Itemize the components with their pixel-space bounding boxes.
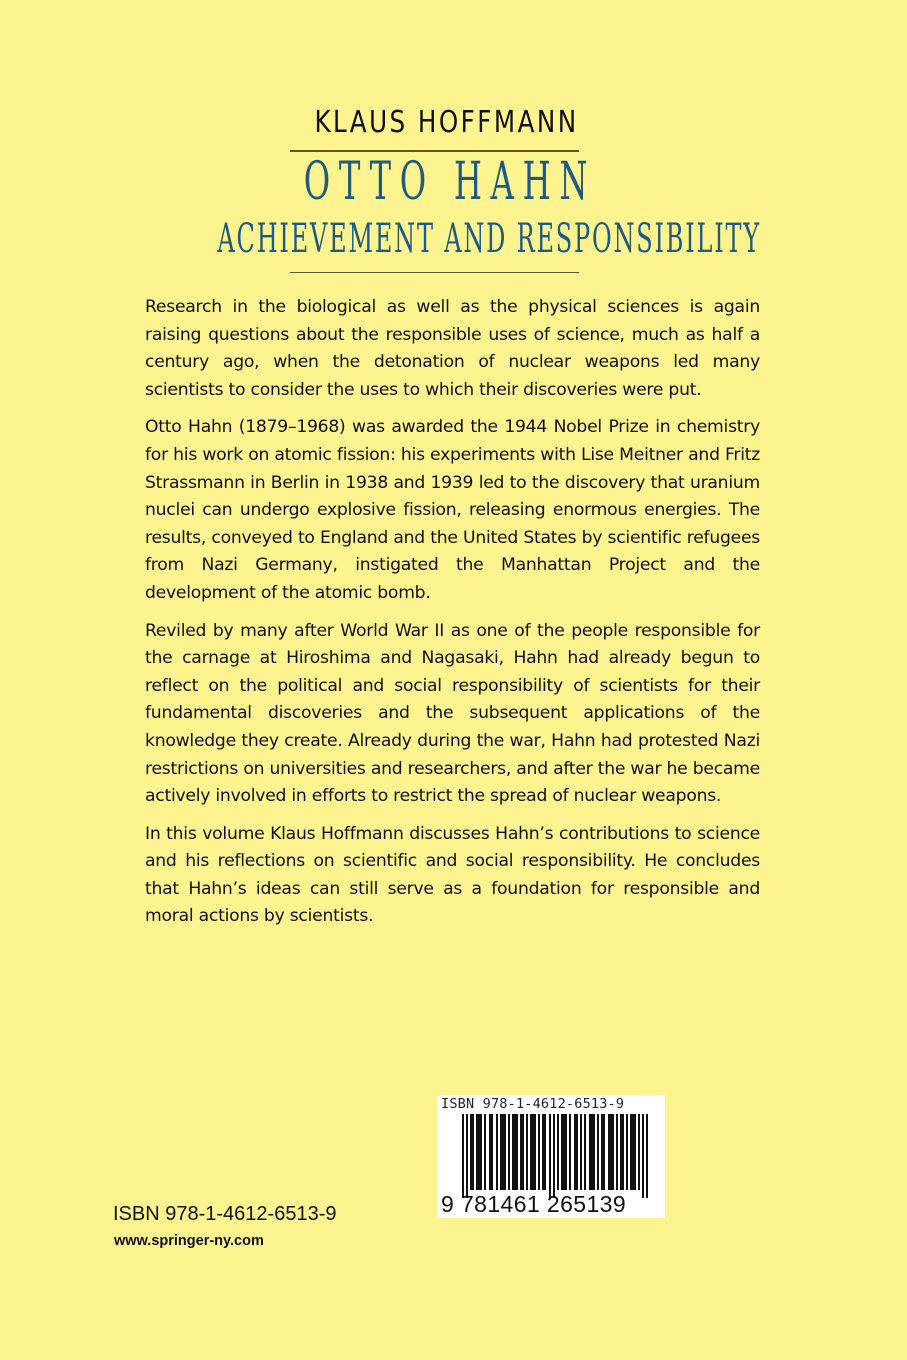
blurb-paragraph: Reviled by many after World War II as one of the people responsible for the carnage at Hiroshima and Nagasaki, Hahn had already begun to reflect on the political and social responsibility of scientists for their fundamental discoveries and the subsequent applications of the knowledge they create. Already during the war, Hahn had protested Nazi restrictions on universities and researchers, and after the war he became actively involved in efforts to restrict the spread of nuclear weapons. <box>145 620 760 807</box>
book-subtitle: ACHIEVEMENT AND RESPONSIBILITY <box>217 216 761 262</box>
blurb-paragraph: Research in the biological as well as the physical sciences is again raising questions about the responsible uses of science, much as half a century ago, when the detonation of nuclear weapons led many scientists to consider the uses to which their discoveries were put. <box>145 297 760 400</box>
footer-isbn: ISBN 978-1-4612-6513-9 <box>113 1203 337 1225</box>
barcode-isbn-label: ISBN 978-1-4612-6513-9 <box>441 1096 625 1112</box>
blurb-paragraph: Otto Hahn (1879–1968) was awarded the 1944 Nobel Prize in chemistry for his work on atomic fission: his experiments with Lise Meitner and Fritz Strassmann in Berlin in 1938 and 1939 led to the discovery that uranium nuclei can undergo explosive fission, releasing enormous energies. The results, conveyed to England and the United States by scientific refugees from Nazi Germany, instigated the Manhattan Project and the development of the atomic bomb. <box>145 417 760 603</box>
barcode-bars-icon <box>462 1114 650 1198</box>
title-rule-bottom <box>290 272 579 273</box>
blurb-text <box>145 294 760 941</box>
book-title: OTTO HAHN <box>303 152 597 212</box>
blurb-paragraph: In this volume Klaus Hoffmann discusses Hahn’s contributions to science and his reflections on scientific and social responsibility. He concludes that Hahn’s ideas can still serve as a foundation for responsible and moral actions by scientists. <box>145 823 760 927</box>
author-name: KLAUS HOFFMANN <box>314 105 579 140</box>
publisher-url: www.springer-ny.com <box>114 1233 264 1249</box>
barcode-digits: 9 781461 265139 <box>441 1191 627 1217</box>
isbn-barcode <box>437 1095 665 1218</box>
